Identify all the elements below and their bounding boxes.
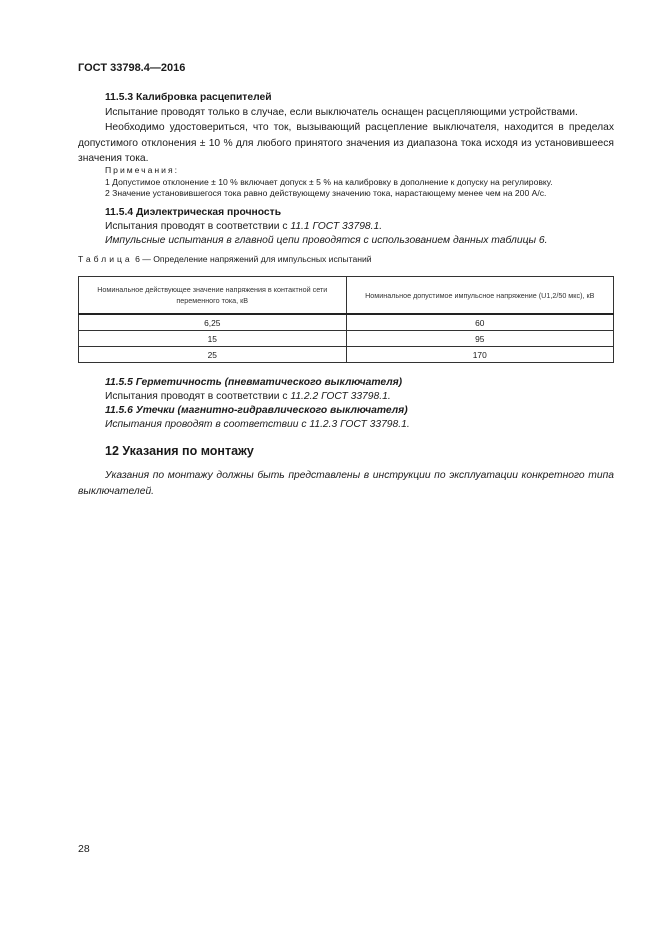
table-cell: 95 <box>346 331 614 347</box>
table-header-row <box>79 277 614 315</box>
notes-label: Примечания: <box>105 165 180 175</box>
standard-reference: 11.1 ГОСТ 33798.1. <box>290 221 383 232</box>
voltage-table <box>78 276 614 363</box>
page-number: 28 <box>78 843 90 855</box>
paragraph-text: Испытания проводят в соответствии с <box>105 391 291 402</box>
table-row <box>79 314 614 331</box>
section-11-5-3-paragraph-1: Испытание проводят только в случае, если выключатель оснащен расцепляющими устройствами. <box>105 107 578 118</box>
note-2: 2 Значение установившегося тока равно действующему значению тока, нарастающему менее чем на 200 А/с. <box>105 188 547 198</box>
section-11-5-6-heading: 11.5.6 Утечки (магнитно-гидравлического выключателя) <box>105 405 408 416</box>
note-1: 1 Допустимое отклонение ± 10 % включает допуск ± 5 % на калибровку в дополнение к допуску на регулировку. <box>105 176 553 187</box>
standard-reference: 11.2.2 ГОСТ 33798.1. <box>290 391 391 402</box>
table-cell: 15 <box>79 331 347 347</box>
table-row <box>79 331 614 347</box>
section-11-5-4-paragraph-2: Импульсные испытания в главной цепи проводятся с использованием данных таблицы 6. <box>105 235 548 246</box>
notes-block <box>105 165 617 200</box>
table-cell: 170 <box>346 347 614 363</box>
section-title: Диэлектрическая прочность <box>135 207 282 218</box>
section-11-5-5-heading: 11.5.5 Герметичность (пневматического выключателя) <box>105 377 403 388</box>
table-header-nominal-voltage: Номинальное действующее значение напряжения в контактной сети переменного тока, кВ <box>79 277 347 315</box>
paragraph-text: Испытания проводят в соответствии с <box>105 221 291 232</box>
table-caption-label: Таблица <box>78 254 133 264</box>
table-cell: 60 <box>346 314 614 331</box>
section-number: 11.5.4 <box>105 207 134 218</box>
section-11-5-6-paragraph: Испытания проводят в соответствии с 11.2.3 ГОСТ 33798.1. <box>105 419 410 430</box>
table-cell: 25 <box>79 347 347 363</box>
table-header-impulse-voltage: Номинальное допустимое импульсное напряжение (U1,2/50 мкс), кВ <box>346 277 614 315</box>
document-code: ГОСТ 33798.4—2016 <box>78 62 186 74</box>
table-caption-text: 6 — Определение напряжений для импульсных испытаний <box>132 254 372 264</box>
section-number: 11.5.3 <box>105 92 134 103</box>
table-row <box>79 347 614 363</box>
section-12-heading: 12 Указания по монтажу <box>105 444 254 458</box>
section-11-5-3-heading <box>78 90 614 106</box>
table-caption <box>78 254 372 264</box>
section-title: Калибровка расцепителей <box>135 92 272 103</box>
section-12-paragraph: Указания по монтажу должны быть представлены в инструкции по эксплуатации конкретного типа выключателей. <box>78 470 614 497</box>
table-cell: 6,25 <box>79 314 347 331</box>
section-11-5-3-paragraph-2: Необходимо удостовериться, что ток, вызывающий расцепление выключателя, находится в пределах допустимого отклонения ± 10 % для любого принятого значения из диапазона тока исходя из установившееся значения тока. <box>78 122 614 164</box>
